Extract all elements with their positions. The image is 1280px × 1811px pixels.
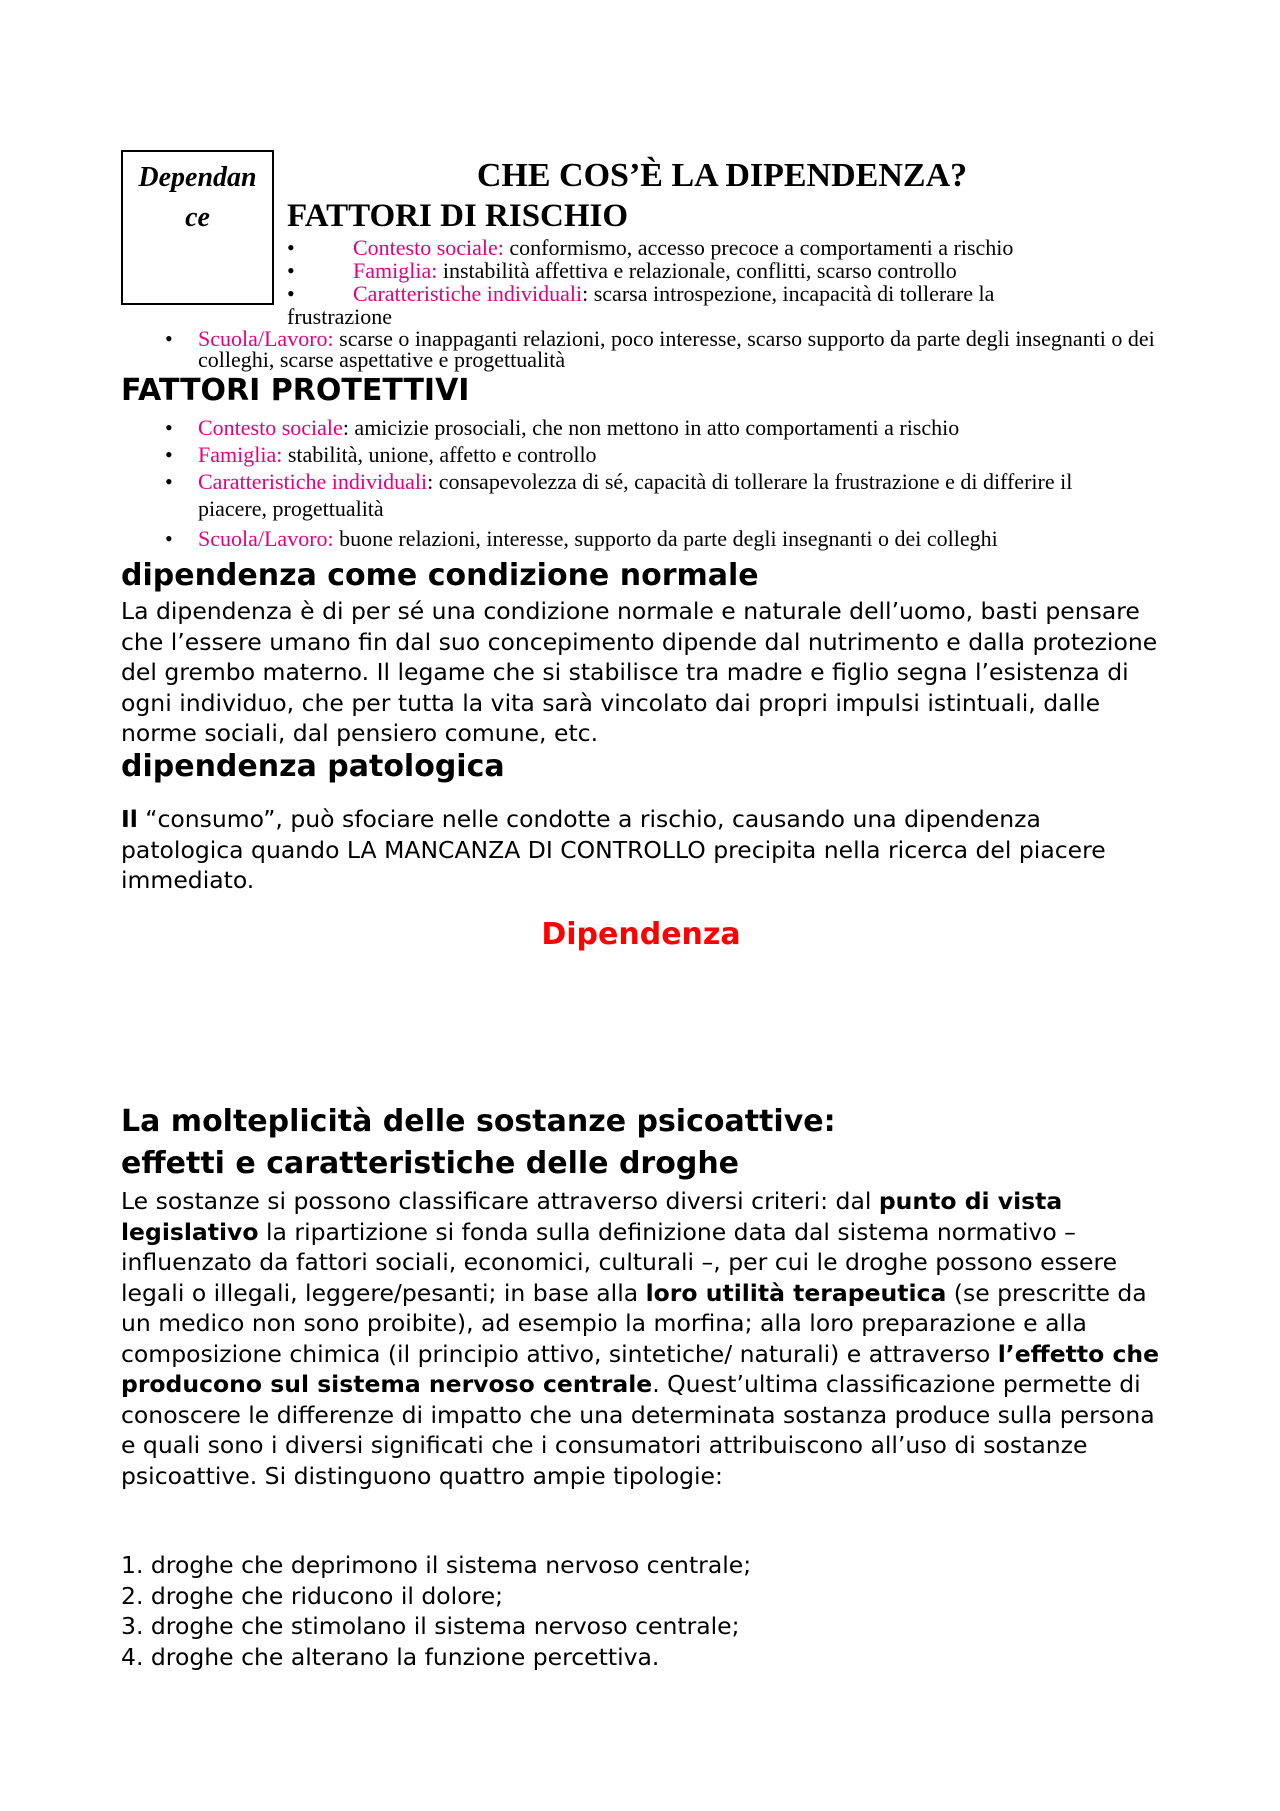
- risk-factors-list: [287, 236, 1167, 328]
- box-line-1: Dependan: [138, 162, 257, 193]
- pathological-text: “consumo”, può sfociare nelle condotte a rischio, causando una dipendenza patologica quando LA MANCANZA DI CONTROLLO precipita nella ricerca del piacere immediato.: [121, 805, 1106, 894]
- pathological-dependence-paragraph: [121, 804, 1161, 896]
- risk-text: conformismo, accesso precoce a comportamenti a rischio: [503, 235, 1014, 260]
- list-item: 1. droghe che deprimono il sistema nervoso centrale;: [121, 1551, 752, 1579]
- list-item: [121, 328, 1181, 370]
- risk-extra-list: [121, 328, 1181, 370]
- risk-label: Scuola/Lavoro:: [198, 326, 334, 351]
- red-section-title: Dipendenza: [541, 917, 741, 952]
- protective-text: : consapevolezza di sé, capacità di tollerare la frustrazione e di differire il piacere, progettualità: [198, 469, 1073, 521]
- bullet: •: [287, 235, 295, 260]
- bullet: •: [165, 442, 173, 467]
- risk-label: Contesto sociale:: [353, 235, 504, 260]
- text-run: (se prescritte da un medico non sono proibite), ad esempio la morfina; alla loro preparazione e alla composizione chimica (il principio attivo, sintetiche/ naturali) e attraverso: [121, 1278, 1147, 1368]
- bullet: •: [287, 258, 295, 283]
- bullet: •: [165, 526, 173, 551]
- protective-factors-list: [121, 414, 1181, 552]
- text-run: la ripartizione si fonda sulla definizione data dal sistema normativo – influenzato da fattori sociali, economici, culturali –, per cui le droghe possono essere legali o illegali, leggere/pesanti; in base alla: [121, 1217, 1118, 1307]
- risk-text: instabilità affettiva e relazionale, conflitti, scarso controllo: [437, 258, 957, 283]
- box-line-2: ce: [185, 202, 210, 233]
- list-item: [287, 236, 1167, 259]
- bullet: •: [165, 326, 173, 351]
- risk-text-wrap: frustrazione: [287, 304, 393, 329]
- list-item: 4. droghe che alterano la funzione percettiva.: [121, 1642, 660, 1671]
- list-item: [121, 525, 1181, 552]
- bullet: •: [287, 281, 295, 306]
- protective-label: Contesto sociale: [198, 415, 343, 440]
- list-item: 2. droghe che riducono il dolore;: [121, 1581, 504, 1610]
- risk-text: : scarsa introspezione, incapacità di tollerare la: [582, 281, 995, 306]
- bullet: •: [165, 415, 173, 440]
- list-item: [121, 441, 1181, 468]
- bold-start: Il: [121, 805, 138, 833]
- substances-heading-line-1: La molteplicità delle sostanze psicoattive:: [121, 1104, 836, 1139]
- protective-label: Famiglia:: [198, 442, 283, 467]
- list-item: 3. droghe che stimolano il sistema nervoso centrale;: [121, 1612, 740, 1640]
- normal-dependence-paragraph: La dipendenza è di per sé una condizione normale e naturale dell’uomo, basti pensare che l’essere umano fin dal suo concepimento dipende dal nutrimento e dalla protezione del grembo materno. Il legame che si stabilisce tra madre e figlio segna l’esistenza di ogni individuo, che per tutta la vita sarà vincolato dai propri impulsi istintuali, dalle norme sociali, dal pensiero comune, etc.: [121, 597, 1158, 747]
- list-item: [121, 468, 1181, 522]
- dependance-box: [121, 150, 274, 305]
- protective-label: Scuola/Lavoro:: [198, 526, 334, 551]
- bold-run: punto di vista legislativo: [121, 1187, 1063, 1246]
- text-run: . Quest’ultima classificazione permette di conoscere le differenze di impatto che una determinata sostanza produce sulla persona e quali sono i diversi significati che i consumatori attribuiscono all’uso di sostanze psicoattive. Si distinguono quattro ampie tipologie:: [121, 1370, 1155, 1490]
- normal-dependence-heading: dipendenza come condizione normale: [121, 558, 759, 593]
- protective-label: Caratteristiche individuali: [198, 469, 428, 494]
- pathological-dependence-heading: dipendenza patologica: [121, 749, 505, 784]
- bold-run: l’effetto che producono sul sistema nervoso centrale: [121, 1339, 1160, 1398]
- main-title: CHE COS’È LA DIPENDENZA?: [476, 157, 968, 194]
- bullet: •: [165, 469, 173, 494]
- risk-factors-heading: FATTORI DI RISCHIO: [287, 198, 629, 234]
- risk-text: scarse o inappaganti relazioni, poco interesse, scarso supporto da parte degli insegnanti o dei colleghi, scarse aspettative e progettualità: [198, 326, 1155, 372]
- protective-text: buone relazioni, interesse, supporto da parte degli insegnanti o dei colleghi: [333, 526, 998, 551]
- list-item: [287, 259, 1167, 282]
- protective-text: : amicizie prosociali, che non mettono in atto comportamenti a rischio: [342, 415, 960, 440]
- risk-label: Caratteristiche individuali: [353, 281, 583, 306]
- text-run: Le sostanze si possono classificare attraverso diversi criteri: dal: [121, 1187, 879, 1215]
- substances-heading-line-2: effetti e caratteristiche delle droghe: [121, 1146, 740, 1181]
- list-item: [121, 414, 1181, 441]
- list-item: [287, 282, 1167, 305]
- substances-paragraph: [121, 1186, 1161, 1491]
- protective-factors-heading: FATTORI PROTETTIVI: [121, 373, 470, 408]
- risk-label: Famiglia:: [353, 258, 438, 283]
- bold-run: loro utilità terapeutica: [645, 1278, 947, 1307]
- protective-text: stabilità, unione, affetto e controllo: [282, 442, 597, 467]
- drug-types-list: [121, 1550, 751, 1672]
